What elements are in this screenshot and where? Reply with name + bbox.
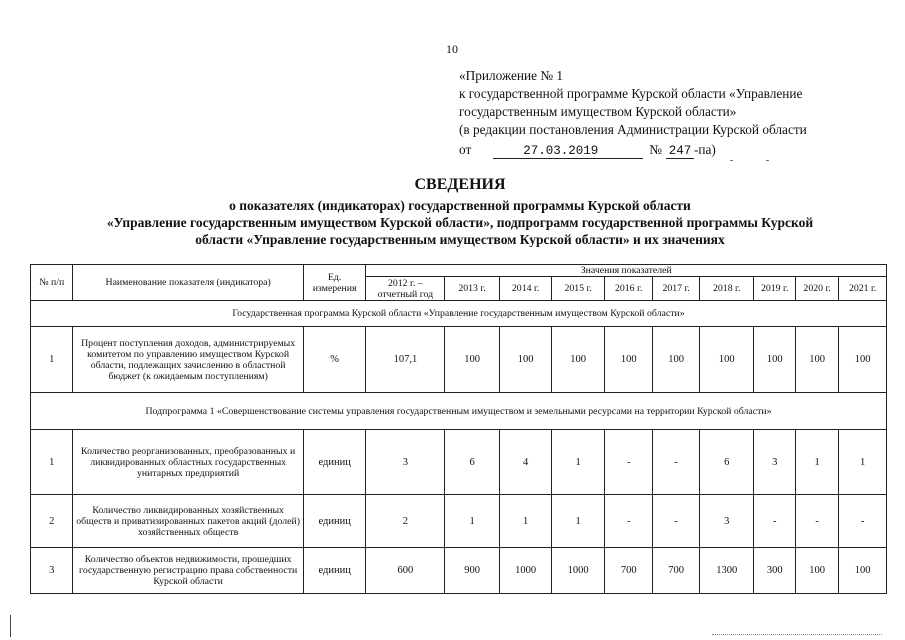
row-value: 700 bbox=[653, 548, 699, 594]
row-value: 1 bbox=[552, 430, 605, 495]
document-subtitle bbox=[30, 197, 890, 248]
document-title: СВЕДЕНИЯ bbox=[414, 176, 506, 193]
row-value: 1000 bbox=[552, 548, 605, 594]
row-value: 107,1 bbox=[366, 327, 445, 393]
row-value: 1 bbox=[839, 430, 887, 495]
row-unit: единиц bbox=[303, 548, 366, 594]
header-year: 2014 г. bbox=[499, 277, 552, 301]
appendix-date-line bbox=[459, 141, 889, 159]
row-name: Количество объектов недвижимости, прошедших государственную регистрацию права собственности Курской области bbox=[73, 548, 303, 594]
table-row bbox=[31, 548, 887, 594]
row-value: 100 bbox=[839, 548, 887, 594]
subtitle-line-2: «Управление государственным имуществом Курской области», подпрограмм государственной программы Курской bbox=[106, 215, 814, 230]
appendix-line-1: «Приложение № 1 bbox=[459, 68, 563, 83]
row-value: 100 bbox=[795, 548, 838, 594]
row-value: 3 bbox=[366, 430, 445, 495]
row-value: 100 bbox=[839, 327, 887, 393]
row-value: 100 bbox=[445, 327, 500, 393]
program-section-row: Государственная программа Курской области «Управление государственным имуществом Курской области» bbox=[31, 301, 887, 327]
row-unit: единиц bbox=[303, 430, 366, 495]
header-year: 2019 г. bbox=[754, 277, 795, 301]
table-row bbox=[31, 430, 887, 495]
row-num: 1 bbox=[31, 327, 73, 393]
row-num: 2 bbox=[31, 495, 73, 548]
header-year: 2015 г. bbox=[552, 277, 605, 301]
header-num: № п/п bbox=[31, 265, 73, 301]
header-year: 2016 г. bbox=[604, 277, 653, 301]
table-row bbox=[31, 327, 887, 393]
row-value: 6 bbox=[445, 430, 500, 495]
scan-bottom-dots bbox=[712, 634, 882, 635]
header-unit: Ед. измерения bbox=[303, 265, 366, 301]
appendix-block bbox=[459, 67, 889, 159]
header-year: 2020 г. bbox=[795, 277, 838, 301]
row-value: 700 bbox=[604, 548, 653, 594]
header-year: 2013 г. bbox=[445, 277, 500, 301]
row-value: 100 bbox=[653, 327, 699, 393]
row-value: - bbox=[795, 495, 838, 548]
from-label: от bbox=[459, 142, 472, 157]
subprogram-section-row: Подпрограмма 1 «Совершенствование системы управления государственным имуществом и земельными ресурсами на территории Курской области» bbox=[31, 393, 887, 430]
appendix-line-2: к государственной программе Курской области «Управление bbox=[459, 86, 803, 101]
row-name: Процент поступления доходов, администрируемых комитетом по управлению имуществом Курской области, подлежащих зачислению в областной бюджет (к ожидаемым поступлениям) bbox=[73, 327, 303, 393]
appendix-line-4: (в редакции постановления Администрации Курской области bbox=[459, 122, 807, 137]
row-value: 1 bbox=[499, 495, 552, 548]
row-value: - bbox=[754, 495, 795, 548]
header-year: 2012 г. – отчетный год bbox=[366, 277, 445, 301]
row-value: 2 bbox=[366, 495, 445, 548]
row-value: 100 bbox=[499, 327, 552, 393]
subtitle-line-1: о показателях (индикаторах) государственной программы Курской области bbox=[229, 198, 691, 213]
row-num: 1 bbox=[31, 430, 73, 495]
row-unit: единиц bbox=[303, 495, 366, 548]
row-value: 100 bbox=[795, 327, 838, 393]
row-value: 3 bbox=[754, 430, 795, 495]
row-value: 6 bbox=[699, 430, 754, 495]
row-value: 1000 bbox=[499, 548, 552, 594]
row-value: 600 bbox=[366, 548, 445, 594]
row-value: 300 bbox=[754, 548, 795, 594]
header-year: 2017 г. bbox=[653, 277, 699, 301]
row-value: 100 bbox=[699, 327, 754, 393]
row-num: 3 bbox=[31, 548, 73, 594]
header-name: Наименование показателя (индикатора) bbox=[73, 265, 303, 301]
row-value: - bbox=[839, 495, 887, 548]
row-value: 4 bbox=[499, 430, 552, 495]
row-value: - bbox=[653, 430, 699, 495]
row-value: 1 bbox=[445, 495, 500, 548]
row-name: Количество ликвидированных хозяйственных обществ и приватизированных пакетов акций (долей) хозяйственных обществ bbox=[73, 495, 303, 548]
row-value: 1 bbox=[552, 495, 605, 548]
table-row bbox=[31, 495, 887, 548]
row-value: - bbox=[604, 495, 653, 548]
appendix-line-3: государственным имуществом Курской области» bbox=[459, 104, 737, 119]
scan-edge-mark bbox=[10, 615, 11, 637]
header-year: 2018 г. bbox=[699, 277, 754, 301]
scan-speck bbox=[766, 160, 769, 161]
subtitle-line-3: области «Управление государственным имуществом Курской области» и их значениях bbox=[195, 232, 725, 247]
number-label: № bbox=[649, 142, 662, 157]
row-value: 100 bbox=[552, 327, 605, 393]
header-values-group: Значения показателей bbox=[366, 265, 887, 277]
scan-speck bbox=[730, 160, 733, 161]
row-value: 900 bbox=[445, 548, 500, 594]
row-value: - bbox=[604, 430, 653, 495]
row-name: Количество реорганизованных, преобразованных и ликвидированных областных государственных унитарных предприятий bbox=[73, 430, 303, 495]
resolution-date: 27.03.2019 bbox=[493, 144, 643, 159]
indicators-table bbox=[30, 264, 887, 594]
row-value: 100 bbox=[604, 327, 653, 393]
number-suffix: -па) bbox=[693, 142, 716, 157]
row-unit: % bbox=[303, 327, 366, 393]
row-value: 1300 bbox=[699, 548, 754, 594]
row-value: - bbox=[653, 495, 699, 548]
row-value: 100 bbox=[754, 327, 795, 393]
resolution-number: 247 bbox=[666, 144, 694, 159]
page-number: 10 bbox=[446, 42, 458, 56]
row-value: 1 bbox=[795, 430, 838, 495]
row-value: 3 bbox=[699, 495, 754, 548]
header-year: 2021 г. bbox=[839, 277, 887, 301]
